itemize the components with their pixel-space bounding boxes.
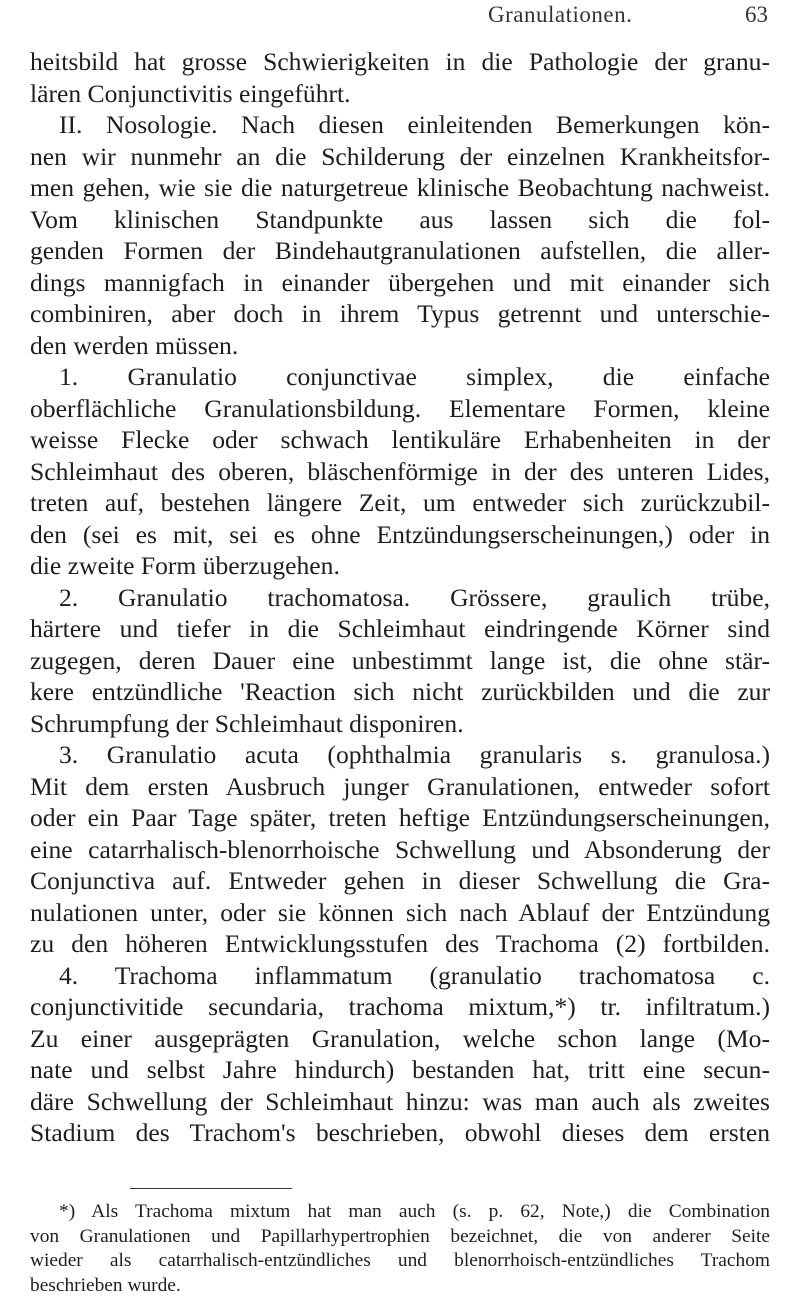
text-line: eine catarrhalisch-blenorrhoische Schwellung und Absonderung der [30, 834, 770, 864]
text-line: II. Nosologie. Nach diesen einleitenden Bemerkungen kön- [59, 110, 770, 139]
text-line: genden Formen der Bindehautgranulationen aufstellen, die aller- [30, 236, 770, 265]
text-line: Mit dem ersten Ausbruch junger Granulationen, entweder sofort [30, 771, 770, 801]
running-title: Granulationen. [488, 2, 633, 27]
text-line: den werden müssen. [30, 330, 239, 360]
text-line: 1. Granulatio conjunctivae simplex, die einfache [59, 362, 770, 391]
text-line: kere entzündliche 'Reaction sich nicht zurückbilden und die zur [30, 677, 770, 706]
text-line: treten auf, bestehen längere Zeit, um entweder sich zurückzubil- [30, 488, 770, 517]
text-line: den (sei es mit, sei es ohne Entzündungserscheinungen,) oder in [30, 519, 770, 549]
text-line: die zweite Form überzugehen. [30, 551, 340, 580]
text-line: oder ein Paar Tage später, treten heftige Entzündungserscheinungen, [30, 803, 770, 832]
text-line: heitsbild hat grosse Schwierigkeiten in die Pathologie der granu- [30, 47, 770, 76]
page-number: 63 [745, 2, 768, 27]
footnote-line: von Granulationen und Papillarhypertrophien bezeichnet, die von anderer Seite [30, 1225, 770, 1247]
text-line: nulationen unter, oder sie können sich nach Ablauf der Entzündung [30, 897, 770, 927]
text-line: nate und selbst Jahre hindurch) bestanden hat, tritt eine secun- [30, 1055, 770, 1084]
text-line: Vom klinischen Standpunkte aus lassen sich die fol- [30, 204, 770, 234]
running-head [258, 2, 768, 32]
text-line: härtere und tiefer in die Schleimhaut eindringende Körner sind [30, 614, 770, 643]
text-line: oberflächliche Granulationsbildung. Elementare Formen, kleine [30, 393, 770, 423]
text-line: zugegen, deren Dauer eine unbestimmt lange ist, die ohne stär- [30, 645, 770, 675]
footnote-line: wieder als catarrhalisch-entzündliches und blenorrhoisch-entzündliches Trachom [30, 1250, 770, 1271]
text-line: nen wir nunmehr an die Schilderung der einzelnen Krankheitsfor- [30, 141, 770, 171]
text-line: weisse Flecke oder schwach lentikuläre Erhabenheiten in der [30, 425, 770, 454]
footnote-line: *) Als Trachoma mixtum hat man auch (s. p. 62, Note,) die Combination [59, 1201, 770, 1222]
body-text [30, 46, 770, 1149]
text-line: men gehen, wie sie die naturgetreue klinische Beobachtung nachweist. [30, 173, 770, 202]
footnote-divider [130, 1188, 292, 1189]
text-line: dings mannigfach in einander übergehen und mit einander sich [30, 267, 770, 297]
text-line: 3. Granulatio acuta (ophthalmia granularis s. granulosa.) [59, 740, 770, 769]
text-line: combiniren, aber doch in ihrem Typus getrennt und unterschie- [30, 299, 770, 328]
footnotes [30, 1200, 770, 1298]
text-line: Conjunctiva auf. Entweder gehen in dieser Schwellung die Gra- [30, 866, 770, 895]
text-line: 4. Trachoma inflammatum (granulatio trachomatosa c. [59, 960, 770, 990]
text-line: Schleimhaut des oberen, bläschenförmige in der des unteren Lides, [30, 456, 770, 486]
text-line: däre Schwellung der Schleimhaut hinzu: was man auch als zweites [30, 1086, 770, 1116]
text-line: Stadium des Trachom's beschrieben, obwohl dieses dem ersten [30, 1118, 770, 1147]
text-line: Schrumpfung der Schleimhaut disponiren. [30, 708, 464, 738]
text-line: conjunctivitide secundaria, trachoma mixtum,*) tr. infiltratum.) [30, 992, 770, 1021]
text-line: zu den höheren Entwicklungsstufen des Trachoma (2) fortbilden. [30, 929, 770, 958]
text-line: 2. Granulatio trachomatosa. Grössere, graulich trübe, [59, 582, 770, 612]
text-line: lären Conjunctivitis eingeführt. [30, 78, 351, 108]
footnote-line: beschrieben wurde. [30, 1274, 181, 1296]
text-line: Zu einer ausgeprägten Granulation, welche schon lange (Mo- [30, 1023, 770, 1053]
